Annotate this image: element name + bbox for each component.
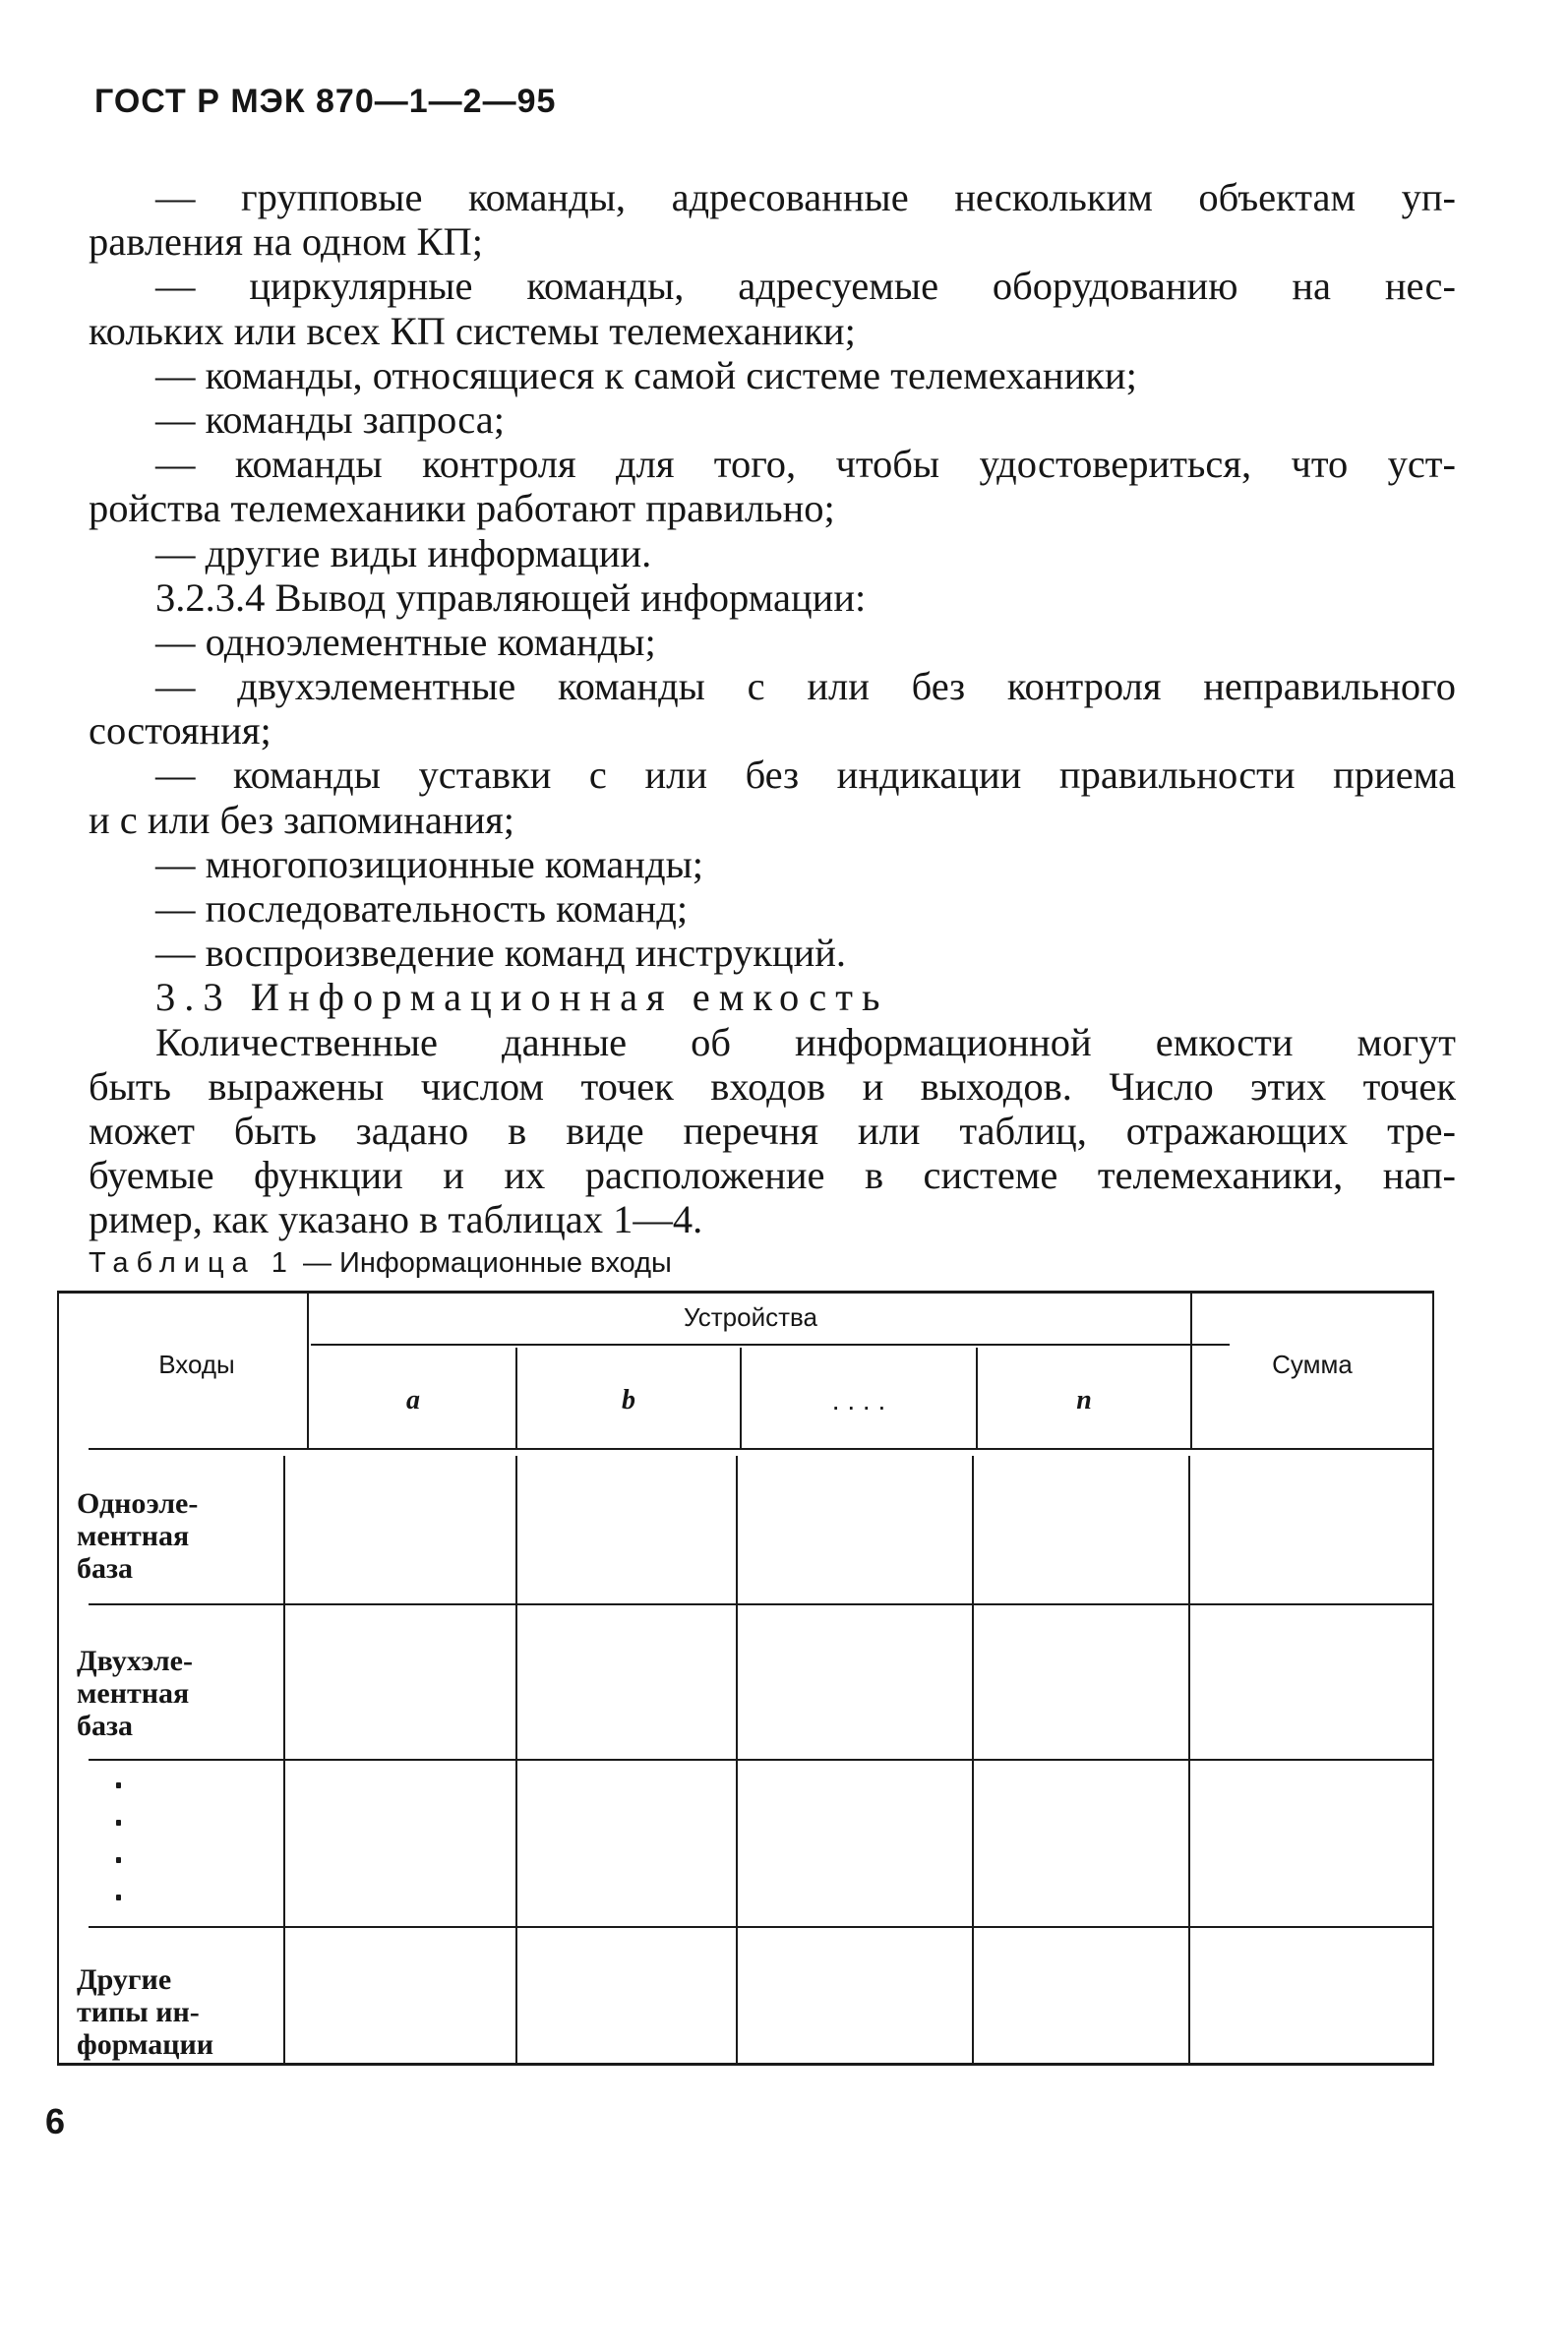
information-inputs-table [57, 1291, 1434, 2068]
text-line: и с или без запоминания; [89, 797, 515, 842]
table-rule [972, 1456, 974, 2064]
text-line: — многопозиционные команды; [155, 841, 704, 886]
text-line: быть выражены числом точек входов и выходов. Число этих точек [89, 1063, 1456, 1109]
row-label-line: база [77, 1552, 134, 1585]
table-rule [1432, 1291, 1434, 2066]
body-text [89, 175, 1456, 1242]
table-rule [515, 1456, 517, 2064]
text-line: состояния; [89, 708, 271, 753]
row-label-line: формации [77, 2028, 214, 2061]
table-rule [89, 1759, 1434, 1761]
row-label-line: ментная [77, 1520, 190, 1552]
section-heading-3-2-3-4: 3.2.3.4 Вывод управляющей информации: [155, 574, 867, 620]
table-caption-number: Таблица 1 [89, 1247, 295, 1279]
row-label-other-types [77, 1963, 254, 2061]
text-line: — другие виды информации. [155, 530, 652, 575]
device-column-b: b [622, 1385, 635, 1415]
text-line: — команды уставки с или без индикации правильности приема [155, 753, 1456, 798]
table-rule [89, 1926, 1434, 1928]
table-rule [57, 1291, 1434, 1294]
document-header: ГОСТ Р МЭК 870—1—2—95 [94, 83, 557, 120]
ellipsis-dot [116, 1895, 121, 1900]
text-line: — команды контроля для того, чтобы удостовериться, что уст- [155, 442, 1456, 487]
table-rule [736, 1456, 738, 2064]
row-label-line: Двухэле- [77, 1645, 193, 1677]
row-label-line: Другие [77, 1963, 172, 1996]
table-rule [57, 2063, 1434, 2066]
column-header-devices: Устройства [683, 1302, 818, 1332]
text-line: — последовательность команд; [155, 886, 689, 931]
text-line: — циркулярные команды, адресуемые оборудованию на нес- [155, 264, 1456, 309]
row-label-line: база [77, 1710, 134, 1742]
table-caption-title: — Информационные входы [294, 1247, 672, 1279]
ellipsis-dot [116, 1820, 121, 1826]
table-rule [57, 1291, 59, 2066]
page-number: 6 [45, 2101, 66, 2141]
text-line: буемые функции и их расположение в системе телемеханики, нап- [89, 1153, 1456, 1198]
row-label-line: Одноэле- [77, 1487, 199, 1520]
row-label-line: ментная [77, 1677, 190, 1710]
table-rule [311, 1344, 1230, 1346]
table-caption [89, 1247, 672, 1280]
text-line: кольких или всех КП системы телемеханики; [89, 308, 856, 353]
ellipsis-dot [116, 1857, 121, 1863]
ellipsis-dot [116, 1782, 121, 1788]
table-rule [307, 1291, 309, 1448]
text-line: равления на одном КП; [89, 219, 483, 265]
text-line: — воспроизведение команд инструкций. [155, 931, 847, 976]
text-line: — одноэлементные команды; [155, 619, 656, 664]
text-line: ройства телемеханики работают правильно; [89, 486, 835, 531]
table-rule [89, 1448, 1434, 1450]
row-label-line: типы ин- [77, 1996, 200, 2028]
column-header-inputs: Входы [158, 1350, 235, 1379]
text-line: — двухэлементные команды с или без контроля неправильного [155, 664, 1456, 709]
row-label-double-element [77, 1645, 254, 1742]
device-column-ellipsis: . . . . [831, 1385, 886, 1415]
device-column-a: a [406, 1385, 420, 1415]
table-rule [283, 1456, 285, 2064]
text-line: Количественные данные об информационной емкости могут [155, 1019, 1456, 1064]
text-line: может быть задано в виде перечня или таблиц, отражающих тре- [89, 1108, 1456, 1153]
row-label-single-element [77, 1487, 254, 1585]
table-rule [1188, 1456, 1190, 2064]
column-header-sum: Сумма [1272, 1350, 1353, 1379]
text-line: — команды, относящиеся к самой системе телемеханики; [155, 352, 1137, 397]
section-heading-3-3: 3.3 Информационная емкость [155, 975, 889, 1020]
text-line: — групповые команды, адресованные нескольким объектам уп- [155, 175, 1456, 219]
text-line: — команды запроса; [155, 396, 505, 442]
text-line: ример, как указано в таблицах 1—4. [89, 1197, 703, 1242]
device-column-n: n [1076, 1385, 1092, 1415]
table-rule [89, 1603, 1434, 1605]
